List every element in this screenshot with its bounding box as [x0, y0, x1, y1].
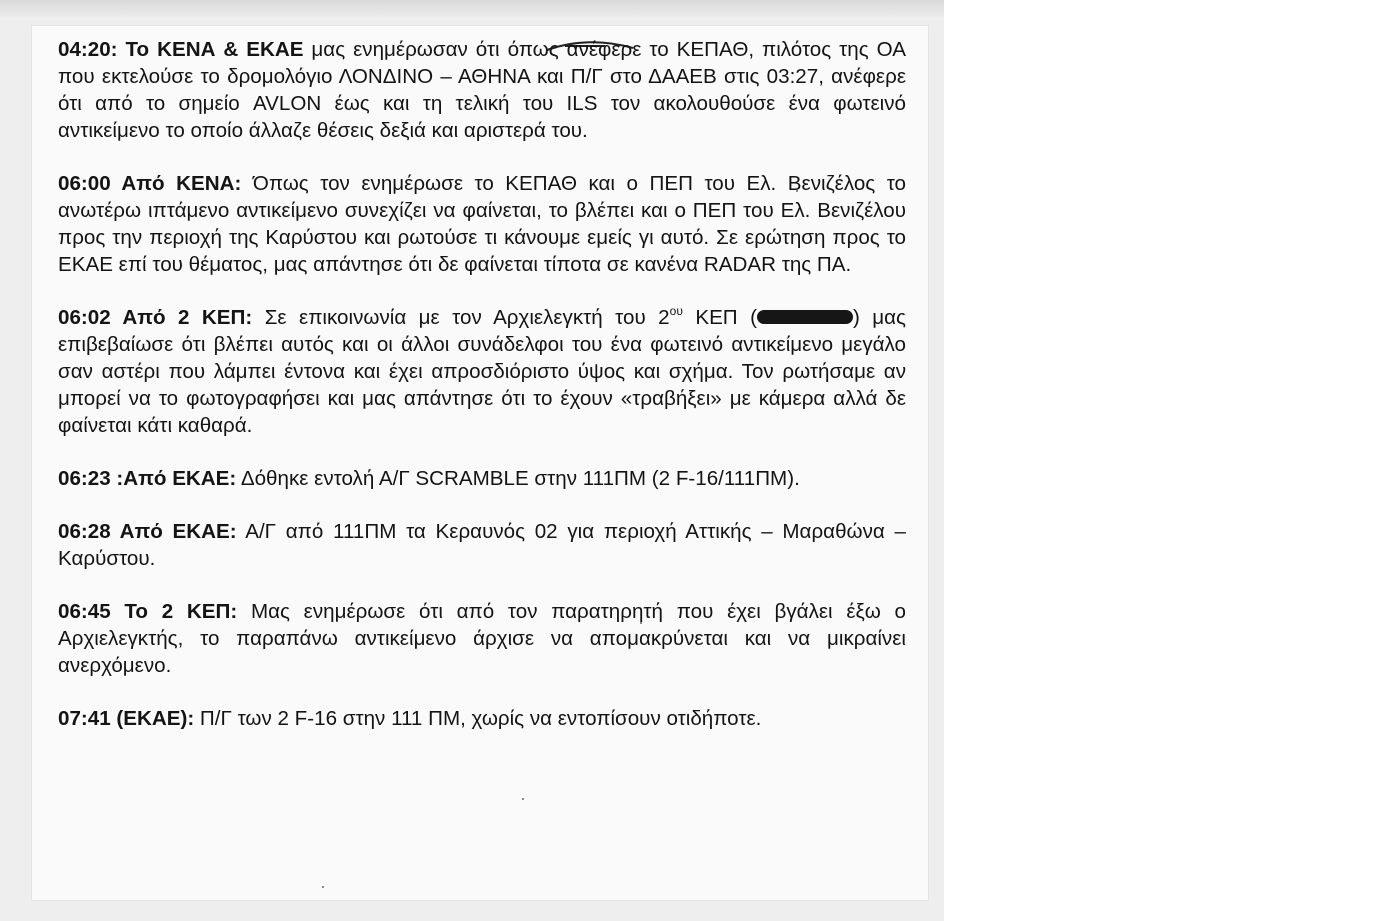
log-entry-0741 — [58, 705, 906, 732]
entry-heading: 06:28 Από ΕΚΑΕ: — [58, 520, 237, 543]
entry-body: ) μας επιβεβαίωσε ότι βλέπει αυτός και οι άλλοι συνάδελφοι του ένα φωτεινό αντικείμενο μεγάλο σαν αστέρι που λάμπει έντονα και έχει απροσδιόριστο ύψος και σχήμα. Τον ρωτήσαμε αν μπορεί να το φωτογραφήσει και μας απάντησε ότι το έχουν «τραβήξει» με κάμερα αλλά δε φαίνεται κάτι καθαρά. — [58, 306, 906, 437]
log-entry-0623 — [58, 465, 906, 492]
ordinal-superscript: ου — [669, 304, 683, 319]
entry-heading: 06:00 Από ΚΕΝΑ: — [58, 172, 242, 195]
entry-body: Σε επικοινωνία με τον Αρχιελεγκτή του 2 — [252, 306, 670, 329]
scan-speck — [522, 798, 524, 800]
entry-body: Δόθηκε εντολή Α/Γ SCRAMBLE στην 111ΠΜ (2 F-16/111ΠΜ). — [236, 467, 800, 490]
entry-heading: 06:02 Από 2 ΚΕΠ: — [58, 306, 253, 329]
entry-heading: 06:45 Το 2 ΚΕΠ: — [58, 600, 238, 623]
entry-body: Μας ενημέρωσε ότι από τον παρατηρητή που έχει βγάλει έξω ο Αρχιελεγκτής, το παραπάνω αντικείμενο άρχισε να απομακρύνεται και να μικραίνει ανερχόμενο. — [58, 600, 906, 677]
entry-body: Όπως τον ενημέρωσε το ΚΕΠΑΘ και ο ΠΕΠ του Ελ. Βενιζέλος το ανωτέρω ιπτάμενο αντικείμενο συνεχίζει να φαίνεται, το βλέπει και ο ΠΕΠ του Ελ. Βενιζέλου προς την περιοχή της Καρύστου και ρωτούσε τι κάνουμε εμείς γι αυτό. Σε ερώτηση προς το ΕΚΑΕ επί του θέματος, μας απάντησε ότι δε φαίνεται τίποτα σε κανένα RADAR της ΠΑ. — [58, 172, 907, 276]
log-entry-0645 — [58, 598, 906, 679]
entry-body: Α/Γ από 111ΠΜ τα Κεραυνός 02 για περιοχή Αττικής – Μαραθώνα – Καρύστου. — [58, 520, 906, 570]
log-entry-0600 — [58, 170, 906, 278]
entry-heading: 04:20: Το ΚΕΝΑ & ΕΚΑΕ — [58, 38, 304, 61]
log-entry-0628 — [58, 518, 906, 572]
entry-body: ΚΕΠ ( — [682, 306, 757, 329]
scan-speck — [322, 886, 324, 888]
entry-heading: 07:41 (ΕΚΑΕ): — [58, 707, 195, 730]
redaction-mark — [757, 310, 853, 324]
entry-body: μας ενημέρωσαν ότι όπως ανέφερε το ΚΕΠΑΘ, πιλότος της ΟΑ που εκτελούσε το δρομολόγιο ΛΟΝΔΙΝΟ – ΑΘΗΝΑ και Π/Γ στο ΔΑΑΕΒ στις 03:27, ανέφερε ότι από το σημείο AVLON έως και τη τελική του ILS τον ακολουθούσε ένα φωτεινό αντικείμενο το οποίο άλλαζε θέσεις δεξιά και αριστερά του. — [58, 38, 906, 142]
entry-heading: 06:23 :Από ΕΚΑΕ: — [58, 467, 237, 490]
log-entry-0420 — [58, 36, 906, 144]
entry-body: Π/Γ των 2 F-16 στην 111 ΠΜ, χωρίς να εντοπίσουν οτιδήποτε. — [194, 707, 762, 730]
scan-top-edge — [0, 0, 944, 18]
log-entry-0602 — [58, 304, 906, 439]
log-entries — [58, 36, 906, 758]
